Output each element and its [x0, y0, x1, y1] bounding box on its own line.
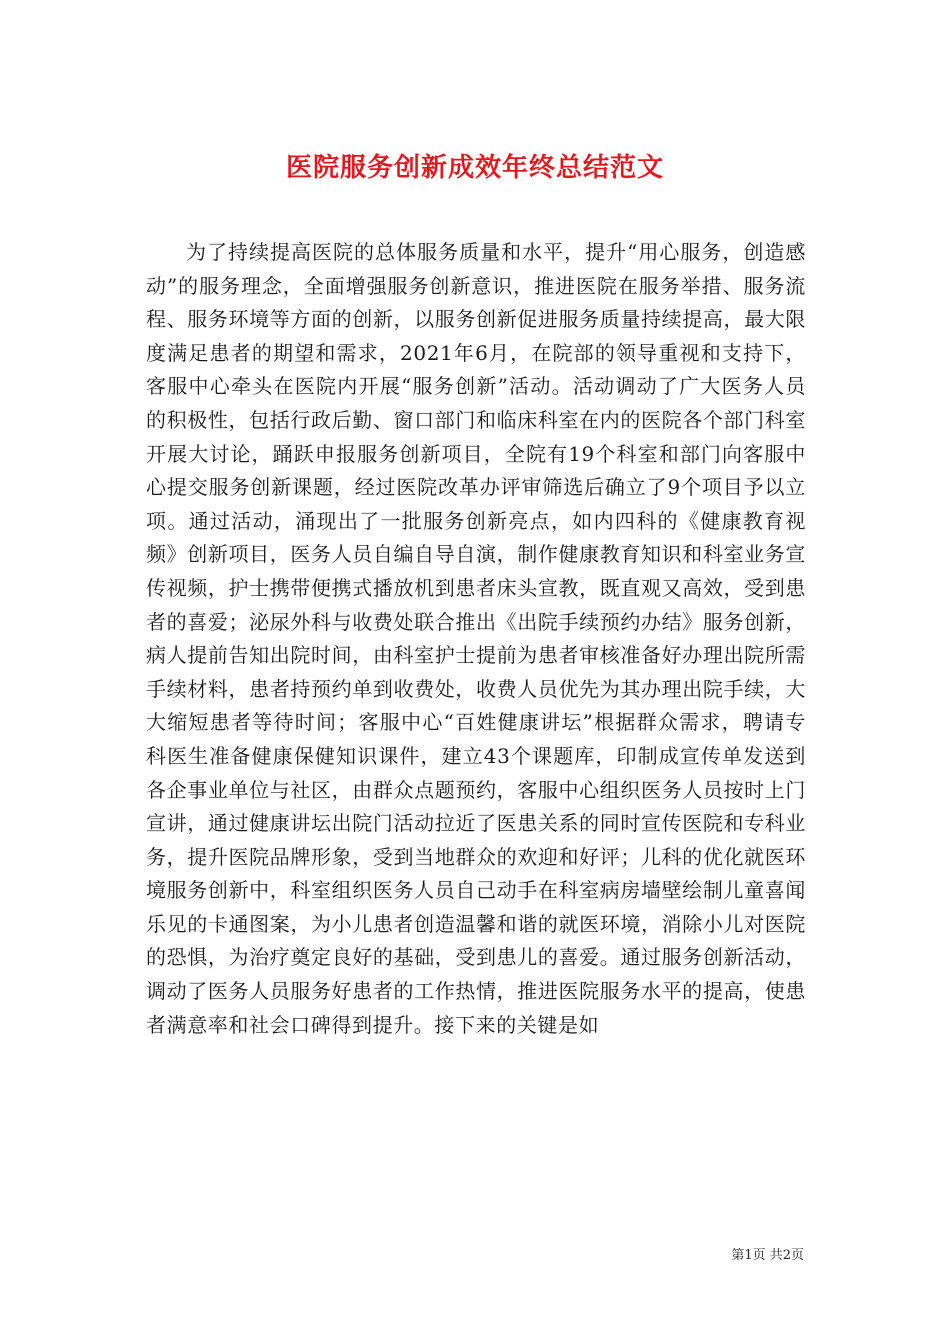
body-paragraph: 为了持续提高医院的总体服务质量和水平，提升“用心服务，创造感动”的服务理念，全面增强服务创新意识，推进医院在服务举措、服务流程、服务环境等方面的创新，以服务创新促进服务质量持续提高，最大限度满足患者的期望和需求，2021年6月，在院部的领导重视和支持下，客服中心牵头在医院内开展“服务创新”活动。活动调动了广大医务人员的积极性，包括行政后勤、窗口部门和临床科室在内的医院各个部门科室开展大讨论，踊跃申报服务创新项目，全院有19个科室和部门向客服中心提交服务创新课题，经过医院改革办评审筛选后确立了9个项目予以立项。通过活动，涌现出了一批服务创新亮点，如内四科的《健康教育视频》创新项目，医务人员自编自导自演，制作健康教育知识和科室业务宣传视频，护士携带便携式播放机到患者床头宣教，既直观又高效，受到患者的喜爱；泌尿外科与收费处联合推出《出院手续预约办结》服务创新，病人提前告知出院时间，由科室护士提前为患者审核准备好办理出院所需手续材料，患者持预约单到收费处，收费人员优先为其办理出院手续，大大缩短患者等待时间；客服中心“百姓健康讲坛”根据群众需求，聘请专科医生准备健康保健知识课件，建立43个课题库，印制成宣传单发送到各企事业单位与社区，由群众点题预约，客服中心组织医务人员按时上门宣讲，通过健康讲坛出院门活动拉近了医患关系的同时宣传医院和专科业务，提升医院品牌形象，受到当地群众的欢迎和好评；儿科的优化就医环境服务创新中，科室组织医务人员自己动手在科室病房墙壁绘制儿童喜闻乐见的卡通图案，为小儿患者创造温馨和谐的就医环境，消除小儿对医院的恐惧，为治疗奠定良好的基础，受到患儿的喜爱。通过服务创新活动，调动了医务人员服务好患者的工作热情，推进医院服务水平的提高，使患者满意率和社会口碑得到提升。接下来的关键是如 [146, 240, 806, 1037]
page-number: 第1页 共2页 [731, 1248, 804, 1263]
page-title: 医院服务创新成效年终总结范文 [285, 153, 664, 184]
